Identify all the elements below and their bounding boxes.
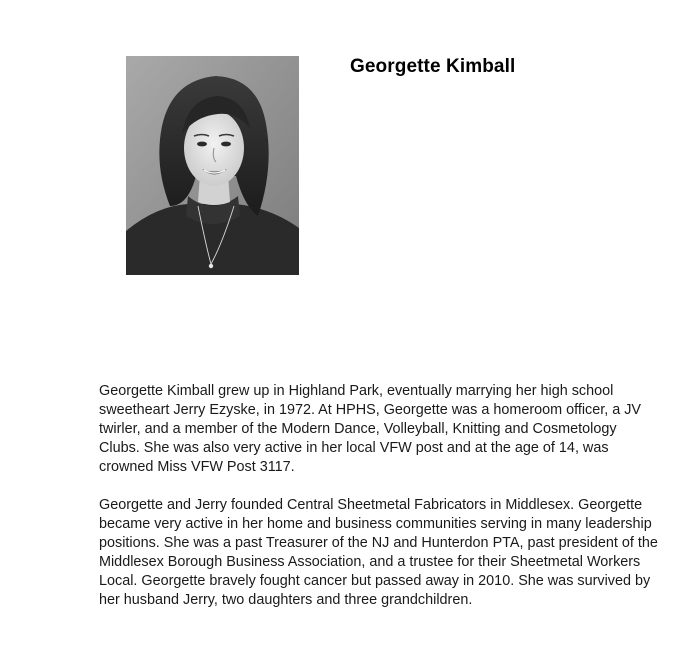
portrait-photo bbox=[126, 56, 299, 275]
bio-paragraph: Georgette and Jerry founded Central Sheetmetal Fabricators in Middlesex. Georgette became very active in her home and business communities serving in many leadership positions. She was a past Treasurer of the NJ and Hunterdon PTA, past president of the Middlesex Borough Business Association, and a trustee for their Sheetmetal Workers Local. Georgette bravely fought cancer but passed away in 2010. She was survived by her husband Jerry, two daughters and three grandchildren. bbox=[99, 497, 658, 608]
person-name: Georgette Kimball bbox=[350, 56, 516, 77]
portrait-photo-graphic bbox=[126, 56, 299, 275]
biography bbox=[99, 382, 659, 610]
bio-paragraph: Georgette Kimball grew up in Highland Park, eventually marrying her high school sweetheart Jerry Ezyske, in 1972. At HPHS, Georgette was a homeroom officer, a JV twirler, and a member of the Modern Dance, Volleyball, Knitting and Cosmetology Clubs. She was also very active in her local VFW post and at the age of 14, was crowned Miss VFW Post 3117. bbox=[99, 383, 642, 475]
